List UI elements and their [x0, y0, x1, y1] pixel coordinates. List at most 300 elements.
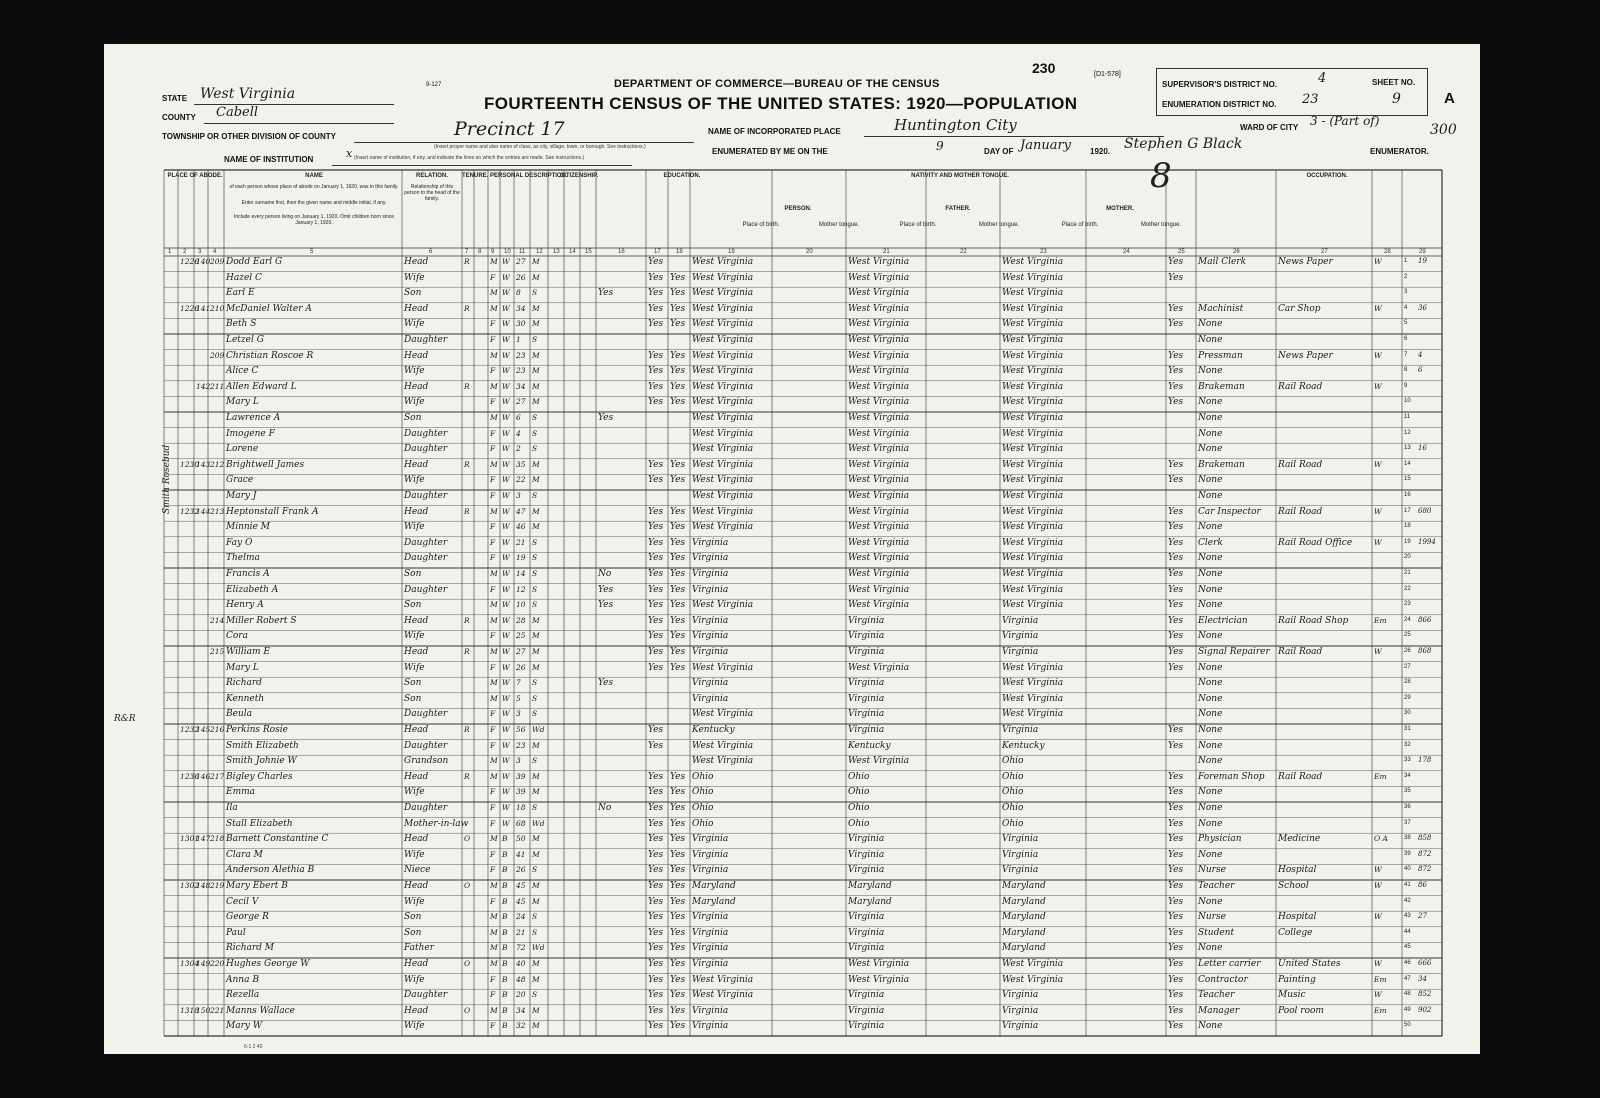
cell-age: 3	[516, 491, 521, 500]
cell-write: Yes	[670, 818, 686, 829]
enum-district-label: ENUMERATION DISTRICT NO.	[1162, 100, 1277, 109]
cell-race: W	[502, 319, 510, 329]
cell-relation: Son	[404, 927, 422, 938]
cell-fpob: Virginia	[848, 615, 885, 626]
cell-pob: West Virginia	[692, 444, 754, 455]
cell-relation: Wife	[404, 397, 425, 408]
cell-pob: West Virginia	[692, 397, 754, 408]
cell-pob: Maryland	[692, 896, 736, 907]
cell-cls: W	[1374, 459, 1382, 469]
cell-relation: Head	[404, 647, 429, 657]
cell-relation: Son	[404, 912, 422, 923]
cell-occ: Mail Clerk	[1198, 257, 1247, 267]
cell-school: No	[598, 803, 612, 813]
cell-pob: Virginia	[692, 647, 729, 657]
cell-age: 47	[516, 506, 526, 516]
table-row	[164, 365, 1442, 381]
cell-mpob: Virginia	[1002, 865, 1039, 876]
cell-race: W	[502, 537, 510, 547]
column-number: 27	[1321, 249, 1328, 255]
cell-write: Yes	[670, 569, 686, 579]
cell-name: Anna B	[226, 974, 259, 985]
cell-ind: Medicine	[1278, 834, 1321, 845]
cell-pob: West Virginia	[692, 662, 754, 673]
township-fine-print: (Insert proper name and also name of class, as city, village, town, or borough. See instructions.)	[434, 144, 646, 150]
cell-write: Yes	[670, 600, 686, 611]
margin-code: 872	[1418, 865, 1432, 874]
cell-relation: Wife	[404, 366, 425, 377]
cell-pob: West Virginia	[692, 272, 754, 283]
cell-pob: West Virginia	[692, 990, 754, 1001]
cell-occ: None	[1198, 725, 1223, 735]
cell-occ: None	[1198, 818, 1223, 829]
cell-fpob: West Virginia	[848, 662, 910, 673]
cell-race: W	[502, 413, 510, 422]
cell-fpob: West Virginia	[848, 335, 910, 345]
cell-fpob: Virginia	[848, 865, 885, 876]
cell-mpob: West Virginia	[1002, 537, 1064, 548]
cell-mpob: Virginia	[1002, 834, 1039, 845]
cell-occ: Clerk	[1198, 537, 1223, 548]
col-group-citizenship: CITIZENSHIP.	[559, 173, 599, 179]
cell-sex: M	[490, 834, 498, 844]
cell-race: W	[502, 381, 510, 391]
cell-name: Thelma	[226, 553, 260, 564]
cell-mpob: Maryland	[1002, 927, 1046, 938]
name-desc-3: Include every person living on January 1, 1920. Omit children born since January 1, 1920.	[233, 214, 395, 226]
table-row	[164, 396, 1442, 412]
cell-pob: Kentucky	[692, 725, 735, 735]
cell-pob: West Virginia	[692, 303, 754, 314]
line-number: 18	[1404, 523, 1411, 530]
cell-age: 23	[516, 350, 526, 360]
township-label: TOWNSHIP OR OTHER DIVISION OF COUNTY	[162, 132, 336, 141]
cell-mpob: West Virginia	[1002, 335, 1064, 345]
cell-sex: F	[490, 662, 496, 672]
cell-family: 220	[210, 959, 225, 968]
cell-school: Yes	[598, 678, 614, 689]
cell-age: 4	[516, 428, 521, 438]
cell-read: Yes	[648, 522, 664, 533]
cell-relation: Wife	[404, 787, 425, 798]
line-number: 26	[1404, 648, 1411, 654]
cell-mpob: West Virginia	[1002, 413, 1064, 423]
cell-sex: F	[490, 1021, 496, 1031]
cell-fpob: West Virginia	[848, 537, 910, 548]
cell-relation: Daughter	[404, 584, 448, 595]
cell-race: W	[502, 303, 510, 313]
cell-marital: Wd	[532, 943, 545, 953]
column-number: 10	[504, 249, 511, 255]
cell-relation: Head	[404, 881, 429, 891]
cell-mpob: Maryland	[1002, 912, 1046, 923]
cell-pob: Ohio	[692, 787, 714, 798]
cell-mpob: West Virginia	[1002, 974, 1064, 985]
cell-sex: F	[490, 896, 496, 906]
cell-school: Yes	[598, 584, 614, 595]
cell-age: 22	[516, 475, 526, 485]
column-number: 13	[553, 249, 560, 255]
cell-sex: M	[490, 943, 498, 953]
cell-mpob: Ohio	[1002, 787, 1024, 798]
cell-occ: None	[1198, 1021, 1223, 1032]
cell-sex: F	[490, 475, 496, 485]
cell-ind: Rail Road	[1278, 381, 1323, 392]
line-number: 24	[1404, 616, 1411, 623]
col-group-education: EDUCATION.	[663, 173, 701, 179]
cell-read: Yes	[648, 257, 664, 267]
cell-pob: West Virginia	[692, 350, 754, 361]
cell-mpob: Virginia	[1002, 990, 1039, 1001]
cell-race: B	[502, 927, 508, 937]
cell-age: 19	[516, 553, 526, 563]
county-label: COUNTY	[162, 113, 196, 122]
cell-age: 34	[516, 303, 526, 313]
form-id: 9-127	[426, 82, 442, 88]
cell-name: Ila	[226, 803, 238, 813]
cell-sex: F	[490, 428, 496, 438]
cell-occ: Electrician	[1198, 615, 1248, 626]
cell-occ: Physician	[1198, 834, 1242, 845]
cell-fpob: West Virginia	[848, 756, 910, 767]
cell-occ: Teacher	[1198, 881, 1235, 891]
cell-age: 20	[516, 990, 526, 1000]
cell-eng: Yes	[1168, 1005, 1184, 1016]
line-number: 50	[1404, 1022, 1411, 1029]
cell-name: Smith Johnie W	[226, 756, 297, 767]
margin-code: 6	[1418, 366, 1423, 375]
column-number: 1	[168, 249, 172, 255]
table-row	[164, 584, 1442, 600]
cell-marital: S	[532, 803, 538, 812]
cell-sex: F	[490, 444, 496, 454]
cell-name: Allen Edward L	[226, 381, 297, 392]
cell-age: 34	[516, 1005, 526, 1015]
cell-relation: Wife	[404, 896, 425, 907]
large-mark: 8	[1150, 156, 1172, 196]
cell-pob: Virginia	[692, 912, 729, 923]
cell-fpob: Maryland	[848, 881, 892, 891]
table-row	[164, 880, 1442, 896]
cell-relation: Head	[404, 381, 429, 392]
cell-age: 72	[516, 943, 526, 953]
cell-occ: None	[1198, 693, 1223, 704]
cell-write: Yes	[670, 803, 686, 813]
table-row	[164, 490, 1442, 506]
cell-eng: Yes	[1168, 959, 1184, 969]
cell-fpob: West Virginia	[848, 257, 910, 267]
table-row	[164, 428, 1442, 444]
cell-eng: Yes	[1168, 537, 1184, 548]
table-row	[164, 521, 1442, 537]
cell-age: 2	[516, 444, 521, 454]
cell-sex: M	[490, 881, 498, 890]
cell-cls: W	[1374, 990, 1382, 1000]
cell-eng: Yes	[1168, 896, 1184, 907]
cell-sex: M	[490, 647, 498, 656]
line-number: 36	[1404, 804, 1411, 810]
cell-occ: None	[1198, 600, 1223, 611]
enum-district-value: 23	[1302, 92, 1319, 107]
table-row	[164, 849, 1442, 865]
cell-sex: M	[490, 615, 498, 625]
cell-ind: United States	[1278, 959, 1341, 969]
cell-read: Yes	[648, 849, 664, 860]
cell-age: 45	[516, 881, 526, 890]
cell-eng: Yes	[1168, 553, 1184, 564]
cell-age: 26	[516, 865, 526, 875]
cell-age: 8	[516, 288, 521, 298]
cell-race: W	[502, 615, 510, 625]
cell-race: B	[502, 1021, 508, 1031]
line-number: 27	[1404, 663, 1411, 670]
cell-pob: Virginia	[692, 959, 729, 969]
cell-occ: None	[1198, 803, 1223, 813]
cell-cls: W	[1374, 381, 1382, 391]
cell-eng: Yes	[1168, 912, 1184, 923]
cell-read: Yes	[648, 553, 664, 564]
cell-occ: None	[1198, 756, 1223, 767]
cell-name: Earl E	[226, 288, 255, 299]
cell-mpob: Ohio	[1002, 771, 1024, 782]
cell-read: Yes	[648, 740, 664, 751]
col-group-occupation: OCCUPATION.	[1306, 173, 1348, 179]
cell-name: Christian Roscoe R	[226, 350, 314, 361]
cell-race: B	[502, 912, 508, 922]
cell-name: Dodd Earl G	[226, 257, 283, 267]
cell-name: Rezella	[226, 990, 260, 1001]
cell-write: Yes	[670, 943, 686, 954]
cell-house: 1236	[180, 771, 200, 781]
line-number: 2	[1404, 273, 1408, 280]
cell-race: W	[502, 569, 510, 578]
cell-cls: Em	[1374, 771, 1387, 781]
table-row	[164, 537, 1442, 553]
line-number: 23	[1404, 601, 1411, 608]
line-number: 12	[1404, 429, 1411, 436]
cell-read: Yes	[648, 459, 664, 470]
cell-occ: Contractor	[1198, 974, 1248, 985]
cell-marital: S	[532, 288, 538, 298]
table-row	[164, 755, 1442, 771]
cell-cls: Em	[1374, 974, 1387, 984]
cell-read: Yes	[648, 366, 664, 377]
cell-eng: Yes	[1168, 943, 1184, 954]
cell-write: Yes	[670, 397, 686, 408]
name-desc: of each person whose place of abode on January 1, 1920, was in this family.	[229, 184, 399, 190]
cell-relation: Son	[404, 569, 422, 579]
cell-marital: M	[532, 475, 540, 485]
col-group-person: PERSON.	[784, 206, 812, 212]
cell-fpob: Virginia	[848, 678, 885, 689]
cell-eng: Yes	[1168, 615, 1184, 626]
cell-cls: W	[1374, 881, 1382, 890]
cell-pob: West Virginia	[692, 381, 754, 392]
cell-school: No	[598, 569, 612, 579]
column-number: 21	[883, 249, 890, 255]
cell-occ: Nurse	[1198, 865, 1226, 876]
cell-read: Yes	[648, 569, 664, 579]
cell-occ: Letter carrier	[1198, 959, 1261, 969]
line-number: 29	[1404, 694, 1411, 701]
cell-mpob: West Virginia	[1002, 522, 1064, 533]
cell-name: Mary L	[226, 397, 259, 408]
cell-marital: M	[532, 631, 540, 641]
table-row	[164, 974, 1442, 990]
cell-marital: S	[532, 553, 538, 563]
cell-eng: Yes	[1168, 818, 1184, 829]
cell-mpob: Ohio	[1002, 803, 1024, 813]
cell-read: Yes	[648, 350, 664, 361]
cell-age: 7	[516, 678, 521, 688]
line-number: 35	[1404, 788, 1411, 795]
cell-relation: Head	[404, 303, 429, 314]
cell-marital: S	[532, 990, 538, 1000]
cell-occ: None	[1198, 444, 1223, 455]
cell-relation: Wife	[404, 662, 425, 673]
cell-dwelling: 141	[196, 303, 211, 313]
cell-ind: College	[1278, 927, 1313, 938]
cell-ind: Pool room	[1278, 1005, 1324, 1016]
cell-sex: M	[490, 569, 498, 578]
cell-name: Smith Elizabeth	[226, 740, 299, 751]
cell-relation: Head	[404, 959, 429, 969]
state-value: West Virginia	[200, 86, 296, 102]
cell-occ: None	[1198, 662, 1223, 673]
cell-mpob: West Virginia	[1002, 428, 1064, 439]
cell-cls: Em	[1374, 1005, 1387, 1015]
column-number: 25	[1178, 249, 1185, 255]
cell-eng: Yes	[1168, 647, 1184, 657]
line-number: 9	[1404, 382, 1408, 389]
cell-read: Yes	[648, 288, 664, 299]
cell-write: Yes	[670, 787, 686, 798]
line-number: 14	[1404, 460, 1411, 467]
cell-race: W	[502, 553, 510, 563]
cell-relation: Son	[404, 600, 422, 611]
cell-fpob: West Virginia	[848, 444, 910, 455]
cell-pob: West Virginia	[692, 319, 754, 330]
cell-read: Yes	[648, 927, 664, 938]
table-row	[164, 771, 1442, 787]
cell-tenure: O	[464, 834, 471, 844]
cell-age: 56	[516, 725, 526, 734]
line-number: 19	[1404, 538, 1411, 545]
cell-marital: S	[532, 584, 538, 594]
cell-family: 209	[210, 350, 225, 360]
cell-race: B	[502, 896, 508, 906]
cell-name: Francis A	[226, 569, 270, 579]
column-number: 20	[806, 249, 813, 255]
cell-age: 14	[516, 569, 526, 578]
line-number: 49	[1404, 1006, 1411, 1013]
cell-ind: Rail Road Shop	[1278, 615, 1349, 626]
cell-marital: M	[532, 397, 540, 407]
cell-sex: F	[490, 849, 496, 859]
cell-race: W	[502, 693, 510, 703]
cell-race: W	[502, 678, 510, 688]
cell-fpob: West Virginia	[848, 974, 910, 985]
cell-race: B	[502, 990, 508, 1000]
cell-mpob: West Virginia	[1002, 569, 1064, 579]
cell-mpob: West Virginia	[1002, 506, 1064, 517]
cell-marital: S	[532, 756, 538, 766]
cell-fpob: West Virginia	[848, 381, 910, 392]
cell-house: 1232	[180, 506, 200, 516]
cell-ind: Rail Road	[1278, 459, 1323, 470]
cell-relation: Daughter	[404, 553, 448, 564]
column-number: 5	[310, 249, 314, 255]
cell-pob: Virginia	[692, 678, 729, 689]
margin-code: 16	[1418, 444, 1427, 453]
cell-cls: W	[1374, 959, 1382, 968]
day-of-label: DAY OF	[984, 147, 1014, 156]
cell-tenure: O	[464, 959, 471, 968]
cell-sex: F	[490, 272, 496, 282]
cell-write: Yes	[670, 553, 686, 564]
cell-read: Yes	[648, 974, 664, 985]
cell-write: Yes	[670, 990, 686, 1001]
cell-occ: None	[1198, 319, 1223, 330]
line-number: 8	[1404, 367, 1408, 374]
cell-name: Miller Robert S	[226, 615, 297, 626]
cell-mpob: West Virginia	[1002, 600, 1064, 611]
cell-tenure: R	[464, 506, 470, 516]
cell-relation: Head	[404, 725, 429, 735]
cell-write: Yes	[670, 537, 686, 548]
cell-marital: M	[532, 366, 540, 376]
cell-fpob: Virginia	[848, 1021, 885, 1032]
cell-relation: Wife	[404, 631, 425, 642]
cell-race: W	[502, 709, 510, 719]
cell-occ: Foreman Shop	[1198, 771, 1265, 782]
cell-relation: Daughter	[404, 444, 448, 455]
cell-ind: School	[1278, 881, 1309, 891]
margin-code: 868	[1418, 647, 1432, 655]
table-row	[164, 334, 1442, 350]
table-row	[164, 1020, 1442, 1036]
cell-fpob: West Virginia	[848, 428, 910, 439]
cell-occ: None	[1198, 631, 1223, 642]
cell-occ: None	[1198, 584, 1223, 595]
cell-marital: Wd	[532, 725, 545, 734]
supervisor-value: 4	[1318, 71, 1327, 86]
sheet-label: SHEET NO.	[1372, 78, 1416, 87]
father-pob-label: Place of birth.	[899, 222, 937, 228]
cell-read: Yes	[648, 381, 664, 392]
cell-read: Yes	[648, 662, 664, 673]
table-row	[164, 412, 1442, 428]
cell-age: 1	[516, 335, 521, 344]
cell-fpob: Virginia	[848, 647, 885, 657]
cell-occ: None	[1198, 896, 1223, 907]
page-number: 230	[1032, 60, 1056, 76]
cell-marital: S	[532, 569, 538, 578]
cell-race: B	[502, 881, 508, 890]
cell-marital: S	[532, 709, 538, 719]
cell-race: W	[502, 257, 510, 266]
margin-code: 1994	[1418, 537, 1436, 546]
cell-race: W	[502, 366, 510, 376]
cell-write: Yes	[670, 584, 686, 595]
cell-age: 27	[516, 397, 526, 407]
cell-fpob: West Virginia	[848, 959, 910, 969]
cell-age: 46	[516, 522, 526, 532]
cell-sex: F	[490, 522, 496, 532]
table-row	[164, 599, 1442, 615]
cell-pob: Ohio	[692, 818, 714, 829]
cell-read: Yes	[648, 1005, 664, 1016]
